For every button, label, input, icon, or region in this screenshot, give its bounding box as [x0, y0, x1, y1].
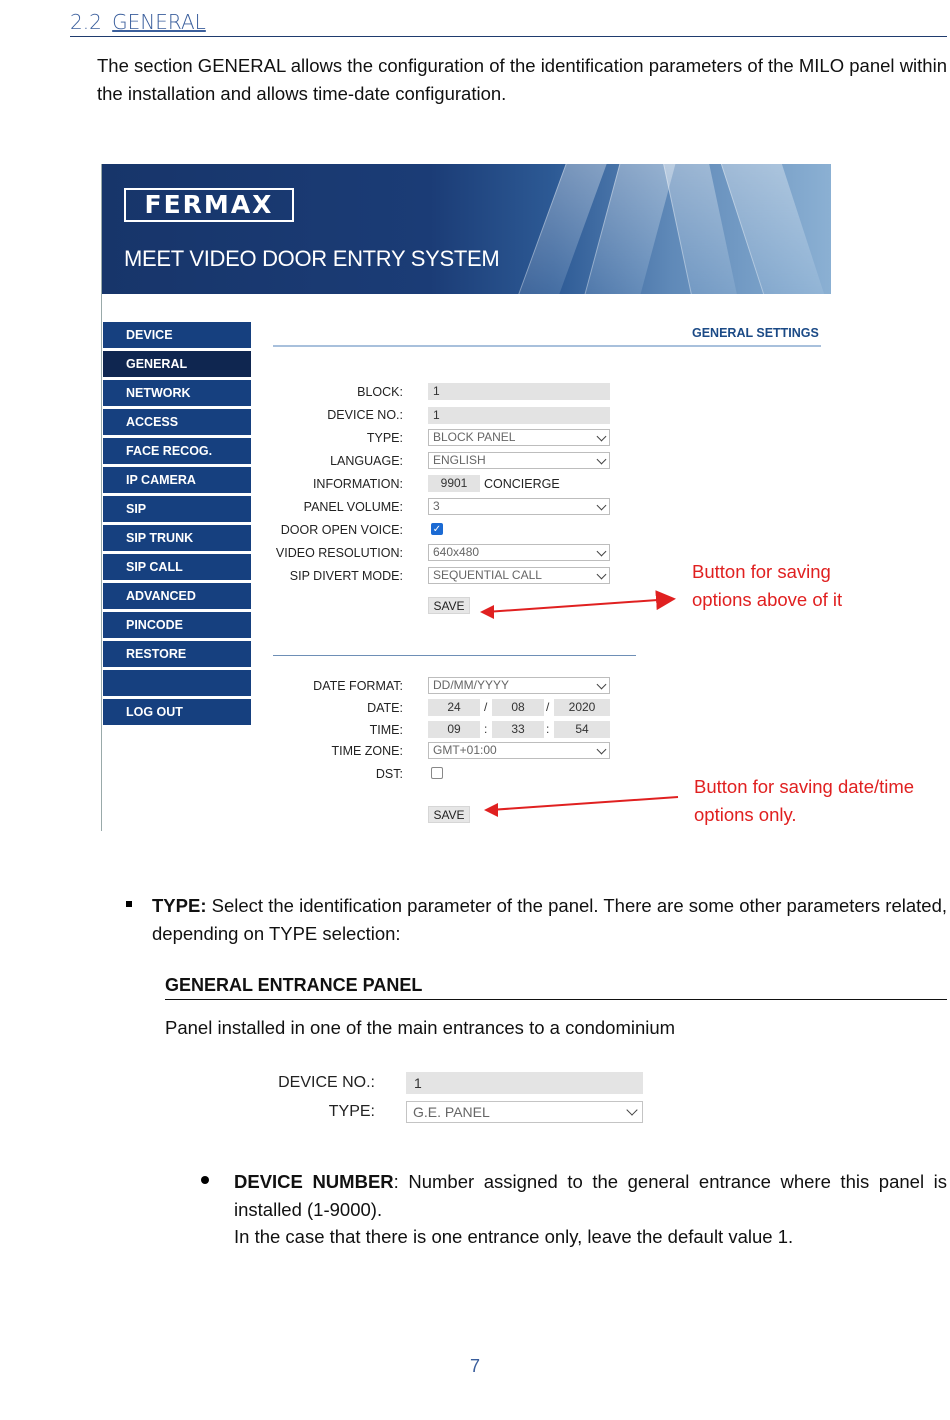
note-save-general	[692, 558, 842, 613]
device-no-label: DEVICE NO.:	[327, 408, 403, 422]
nav-device[interactable]: DEVICE	[103, 322, 251, 348]
fermax-logo: FERMAX	[124, 188, 294, 222]
save-button-datetime[interactable]: SAVE	[428, 806, 470, 823]
arrow-to-save-general	[486, 599, 672, 612]
note-save-general-line2: options above of it	[692, 588, 843, 610]
ge-panel-description: Panel installed in one of the main entrances to a condominium	[165, 1017, 676, 1038]
note-save-datetime	[694, 773, 914, 828]
ge-device-no-label: DEVICE NO.:	[278, 1074, 375, 1091]
nav-sip[interactable]: SIP	[103, 496, 251, 522]
date-sep-2: /	[546, 700, 550, 714]
section-number: 2.2	[70, 10, 102, 34]
date-day-field[interactable]: 24	[428, 699, 480, 716]
device-number-body: : Number assigned to the general entrance where this panel is installed (1-9000).	[234, 1171, 947, 1220]
ge-type-value: G.E. PANEL	[413, 1104, 490, 1120]
dst-label: DST:	[375, 767, 403, 781]
time-minute-field[interactable]: 33	[492, 721, 544, 738]
information-field[interactable]: 9901	[428, 475, 480, 492]
nav-sip-call[interactable]: SIP CALL	[103, 554, 251, 580]
date-month-field[interactable]: 08	[492, 699, 544, 716]
settings-title: GENERAL SETTINGS	[692, 326, 819, 340]
language-label: LANGUAGE:	[330, 454, 403, 468]
ge-device-no-field[interactable]: 1	[406, 1072, 643, 1094]
ge-type-label: TYPE:	[328, 1103, 375, 1120]
arrowhead-1	[480, 605, 494, 619]
information-extra: CONCIERGE	[484, 477, 560, 491]
nav-access[interactable]: ACCESS	[103, 409, 251, 435]
type-label: TYPE:	[366, 431, 403, 445]
panel-volume-label: PANEL VOLUME:	[303, 500, 403, 514]
information-label: INFORMATION:	[312, 477, 403, 491]
arrow-to-save-datetime	[490, 797, 678, 810]
note-save-general-line1: Button for saving	[692, 561, 831, 582]
video-resolution-value: 640x480	[433, 545, 480, 559]
nav-pincode[interactable]: PINCODE	[103, 612, 251, 638]
ge-type-select[interactable]	[406, 1101, 643, 1123]
nav-restore[interactable]: RESTORE	[103, 641, 251, 667]
nav-log-out[interactable]: LOG OUT	[103, 699, 251, 725]
page-number: 7	[469, 1356, 480, 1376]
nav-advanced[interactable]: ADVANCED	[103, 583, 251, 609]
sip-divert-mode-value: SEQUENTIAL CALL	[433, 568, 542, 582]
device-number-bold: DEVICE NUMBER	[234, 1171, 394, 1192]
time-zone-value: GMT+01:00	[433, 743, 497, 757]
type-bullet-text	[152, 892, 947, 947]
nav-face-recog[interactable]: FACE RECOG.	[103, 438, 251, 464]
date-label: DATE:	[367, 701, 403, 715]
type-value: BLOCK PANEL	[433, 430, 516, 444]
ge-panel-heading: GENERAL ENTRANCE PANEL	[165, 975, 947, 1000]
nav-general[interactable]: GENERAL	[103, 351, 251, 377]
nav-sip-trunk[interactable]: SIP TRUNK	[103, 525, 251, 551]
sip-divert-mode-label: SIP DIVERT MODE:	[289, 569, 403, 583]
time-zone-label: TIME ZONE:	[331, 744, 403, 758]
chevron-down-icon	[626, 1104, 637, 1115]
nav-network[interactable]: NETWORK	[103, 380, 251, 406]
intro-paragraph: The section GENERAL allows the configuration of the identification parameters of the MILO panel within the installation and allows time-date configuration.	[97, 55, 947, 104]
date-year-field[interactable]: 2020	[554, 699, 610, 716]
note-save-datetime-line2: options only.	[694, 803, 797, 825]
time-sep-1: :	[484, 722, 488, 736]
banner-tagline: MEET VIDEO DOOR ENTRY SYSTEM	[124, 246, 500, 271]
device-number-text	[234, 1168, 947, 1223]
door-open-voice-label: DOOR OPEN VOICE:	[280, 523, 403, 537]
round-bullet-icon	[201, 1176, 209, 1184]
device-no-field[interactable]: 1	[428, 407, 610, 424]
date-sep-1: /	[484, 700, 488, 714]
block-field[interactable]: 1	[428, 383, 610, 400]
date-format-label: DATE FORMAT:	[313, 679, 403, 693]
type-bullet-bold: TYPE:	[152, 895, 207, 916]
video-resolution-label: VIDEO RESOLUTION:	[275, 546, 403, 560]
note-save-datetime-line1: Button for saving date/time	[694, 776, 915, 797]
time-sep-2: :	[546, 722, 550, 736]
section-title: GENERAL	[112, 10, 206, 34]
device-number-line2: In the case that there is one entrance only, leave the default value 1.	[234, 1226, 794, 1247]
time-label: TIME:	[369, 723, 403, 737]
arrowhead-2	[484, 803, 498, 817]
square-bullet-icon	[126, 901, 132, 907]
nav-ip-camera[interactable]: IP CAMERA	[103, 467, 251, 493]
date-format-value: DD/MM/YYYY	[433, 678, 510, 692]
language-value: ENGLISH	[433, 453, 486, 467]
block-label: BLOCK:	[357, 385, 403, 399]
type-bullet-body: Select the identification parameter of the panel. There are some other parameters related, depending on TYPE selection:	[152, 895, 947, 944]
time-hour-field[interactable]: 09	[428, 721, 480, 738]
door-open-voice-checkbox[interactable]: ✓	[432, 524, 442, 535]
save-button-general[interactable]: SAVE	[428, 597, 470, 614]
time-second-field[interactable]: 54	[554, 721, 610, 738]
panel-volume-value: 3	[433, 499, 440, 513]
